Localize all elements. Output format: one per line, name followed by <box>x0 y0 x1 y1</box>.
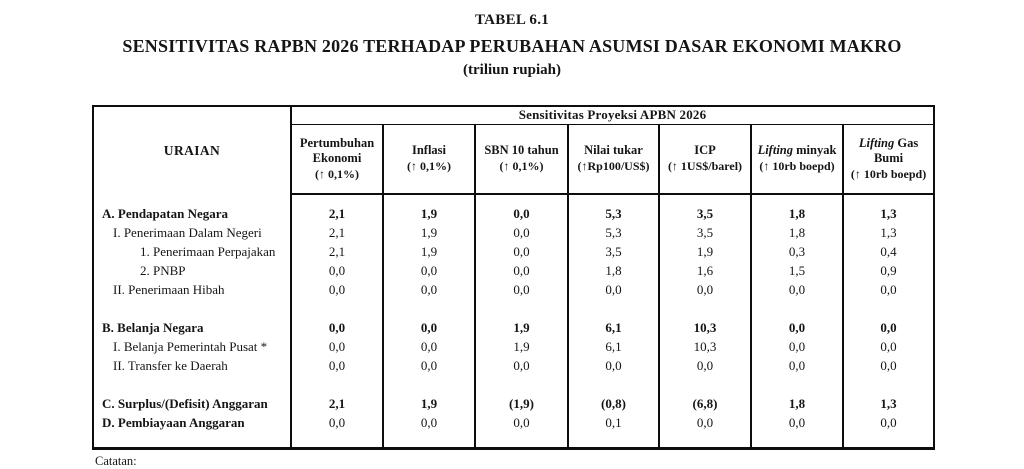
value-cell: 1,9 <box>383 242 475 261</box>
value-cell: 0,0 <box>291 280 383 299</box>
value-cell: 2,1 <box>291 242 383 261</box>
value-cell: 0,0 <box>475 280 568 299</box>
value-cell: 1,9 <box>659 242 751 261</box>
value-cell: 1,9 <box>383 204 475 223</box>
column-header-inflasi: Inflasi (↑ 0,1%) <box>383 124 475 194</box>
table-row <box>93 261 934 280</box>
value-cell: 0,0 <box>475 204 568 223</box>
column-header-icp: ICP (↑ 1US$/barel) <box>659 124 751 194</box>
value-cell: 1,8 <box>568 261 659 280</box>
value-cell: (1,9) <box>475 394 568 413</box>
value-cell: 3,5 <box>659 223 751 242</box>
row-label: B. Belanja Negara <box>102 319 204 335</box>
row-label: A. Pendapatan Negara <box>102 205 229 221</box>
value-cell: 3,5 <box>568 242 659 261</box>
value-cell: 0,0 <box>475 261 568 280</box>
value-cell: 5,3 <box>568 204 659 223</box>
value-cell: 0,0 <box>659 356 751 375</box>
value-cell: 0,0 <box>568 280 659 299</box>
value-cell: 0,3 <box>751 242 843 261</box>
column-header-lifting-gas-bumi: Lifting Gas Bumi (↑ 10rb boepd) <box>843 124 934 194</box>
table-row <box>93 223 934 242</box>
table-row <box>93 280 934 299</box>
value-cell: 0,0 <box>475 242 568 261</box>
column-header-lifting-minyak: Lifting minyak (↑ 10rb boepd) <box>751 124 843 194</box>
value-cell: (6,8) <box>659 394 751 413</box>
value-cell: 0,0 <box>383 337 475 356</box>
value-cell: 1,9 <box>475 337 568 356</box>
value-cell: 0,9 <box>843 261 934 280</box>
value-cell: 0,0 <box>568 356 659 375</box>
table-row <box>93 337 934 356</box>
value-cell: 0,0 <box>291 337 383 356</box>
row-label: D. Pembiayaan Anggaran <box>102 414 245 430</box>
table-row <box>93 204 934 223</box>
value-cell: 1,3 <box>843 204 934 223</box>
column-header-pertumbuhan-ekonomi: Pertumbuhan Ekonomi (↑ 0,1%) <box>291 124 383 194</box>
column-header-nilai-tukar: Nilai tukar (↑Rp100/US$) <box>568 124 659 194</box>
value-cell: 0,0 <box>383 261 475 280</box>
value-cell: 0,0 <box>383 280 475 299</box>
title-block <box>0 11 1024 79</box>
row-label: 2. PNBP <box>140 262 186 278</box>
row-label: II. Transfer ke Daerah <box>113 357 228 373</box>
value-cell: 0,0 <box>659 280 751 299</box>
value-cell: 1,6 <box>659 261 751 280</box>
value-cell: 0,0 <box>383 413 475 432</box>
value-cell: 0,0 <box>751 337 843 356</box>
value-cell: 0,0 <box>843 280 934 299</box>
value-cell: (0,8) <box>568 394 659 413</box>
table-row <box>93 394 934 413</box>
table-title: SENSITIVITAS RAPBN 2026 TERHADAP PERUBAHAN ASUMSI DASAR EKONOMI MAKRO <box>122 36 902 56</box>
value-cell: 0,4 <box>843 242 934 261</box>
value-cell: 0,0 <box>383 356 475 375</box>
table-unit: (triliun rupiah) <box>463 62 561 78</box>
value-cell: 0,0 <box>383 318 475 337</box>
column-header-sbn: SBN 10 tahun (↑ 0,1%) <box>475 124 568 194</box>
row-label: I. Belanja Pemerintah Pusat * <box>113 338 268 354</box>
value-cell: 0,0 <box>291 318 383 337</box>
table-number: TABEL 6.1 <box>474 12 550 28</box>
value-cell: 0,0 <box>843 318 934 337</box>
value-cell: 0,0 <box>291 413 383 432</box>
value-cell: 6,1 <box>568 318 659 337</box>
row-label: C. Surplus/(Defisit) Anggaran <box>102 395 268 411</box>
value-cell: 0,1 <box>568 413 659 432</box>
row-label: 1. Penerimaan Perpajakan <box>140 243 276 259</box>
value-cell: 1,9 <box>383 394 475 413</box>
value-cell: 6,1 <box>568 337 659 356</box>
value-cell: 0,0 <box>659 413 751 432</box>
value-cell: 1,9 <box>475 318 568 337</box>
value-cell: 2,1 <box>291 223 383 242</box>
catatan-label: Catatan: <box>95 454 137 468</box>
value-cell: 2,1 <box>291 204 383 223</box>
value-cell: 0,0 <box>291 261 383 280</box>
value-cell: 1,8 <box>751 394 843 413</box>
row-label: I. Penerimaan Dalam Negeri <box>113 224 262 240</box>
table-row <box>93 242 934 261</box>
table-row <box>93 413 934 432</box>
value-cell: 1,9 <box>383 223 475 242</box>
value-cell: 3,5 <box>659 204 751 223</box>
value-cell: 0,0 <box>751 413 843 432</box>
value-cell: 0,0 <box>475 223 568 242</box>
value-cell: 0,0 <box>291 356 383 375</box>
value-cell: 0,0 <box>843 413 934 432</box>
value-cell: 10,3 <box>659 318 751 337</box>
value-cell: 2,1 <box>291 394 383 413</box>
value-cell: 1,8 <box>751 204 843 223</box>
value-cell: 1,5 <box>751 261 843 280</box>
corner-header-uraian: URAIAN <box>93 106 291 194</box>
row-label: II. Penerimaan Hibah <box>113 281 225 297</box>
table-row <box>93 318 934 337</box>
value-cell: 10,3 <box>659 337 751 356</box>
value-cell: 0,0 <box>751 318 843 337</box>
value-cell: 0,0 <box>843 356 934 375</box>
value-cell: 0,0 <box>475 356 568 375</box>
value-cell: 0,0 <box>751 356 843 375</box>
value-cell: 5,3 <box>568 223 659 242</box>
value-cell: 0,0 <box>843 337 934 356</box>
value-cell: 1,8 <box>751 223 843 242</box>
sensitivity-table <box>92 105 935 450</box>
table-row <box>93 356 934 375</box>
group-header: Sensitivitas Proyeksi APBN 2026 <box>291 106 934 124</box>
value-cell: 0,0 <box>475 413 568 432</box>
value-cell: 1,3 <box>843 394 934 413</box>
value-cell: 1,3 <box>843 223 934 242</box>
value-cell: 0,0 <box>751 280 843 299</box>
